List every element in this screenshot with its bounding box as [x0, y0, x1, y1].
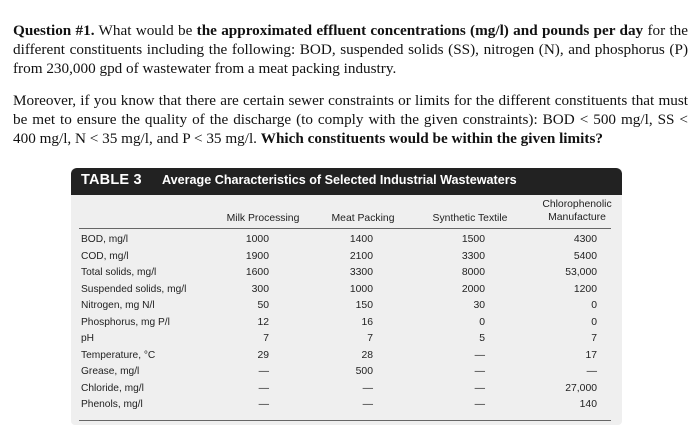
table-cell: 28 [361, 349, 373, 361]
table-cell: 7 [591, 333, 597, 344]
table-cell: — [474, 349, 485, 361]
table-cell: 4300 [573, 234, 597, 245]
row-label: Nitrogen, mg N/l [81, 300, 155, 311]
column-header-milk: Milk Processing [226, 213, 300, 224]
table-cell: — [258, 382, 269, 394]
question-paragraph-2 [13, 91, 688, 148]
row-label: pH [81, 333, 95, 344]
table-title: Average Characteristics of Selected Industrial Wastewaters [162, 173, 517, 187]
table-cell: 17 [585, 349, 597, 361]
column-header-chlorophenolic: Chlorophenolic Manufacture [542, 199, 612, 223]
question-paragraph-1 [13, 21, 688, 78]
constraints-text: Moreover, if you know that there are certain sewer constraints or limits for the different constituents that must be met to ensure the quality of the discharge (to comply with the given constraints): BOD < 500 mg/l, SS < 400 mg/l, N < 35 mg/l, and P < 35 mg/l. [13, 92, 688, 147]
table-cell: — [362, 382, 373, 394]
table-cell: 2100 [349, 250, 373, 262]
table-cell: — [258, 366, 269, 377]
row-label: COD, mg/l [81, 250, 129, 262]
column-header-textile: Synthetic Textile [432, 213, 508, 224]
table-cell: 27,000 [565, 382, 597, 394]
table-cell: 8000 [461, 267, 485, 278]
table-cell: 16 [361, 316, 373, 328]
question-bold-a: the approximated effluent concentrations (mg/l) and pounds per day [196, 22, 644, 39]
row-label: Temperature, °C [81, 349, 156, 361]
table-cell: 5 [479, 333, 485, 344]
table-cell: — [474, 399, 485, 410]
table-cell: 300 [251, 283, 269, 295]
table-cell: 1000 [349, 283, 373, 295]
question-text-b: for the different constituents including the following: BOD, suspended solids (SS), nitrogen (N), and phosphorus (P) from 230,000 gpd of wastewater from a meat packing industry. [13, 22, 689, 77]
table-cell: 0 [591, 316, 597, 328]
table-cell: 50 [257, 300, 269, 311]
row-label: BOD, mg/l [81, 234, 128, 245]
table-cell: 53,000 [565, 267, 597, 278]
table-cell: 30 [473, 300, 485, 311]
table-cell: 2000 [461, 283, 485, 295]
table-cell: 150 [355, 300, 373, 311]
table-title-bar [71, 168, 622, 195]
table-cell: 0 [479, 316, 485, 328]
table-cell: — [362, 399, 373, 410]
table-cell: 140 [579, 399, 597, 410]
table-cell: — [474, 366, 485, 377]
table-cell: 7 [367, 333, 373, 344]
table-cell: 1000 [245, 234, 269, 245]
wastewater-table [71, 168, 622, 425]
table-cell: 12 [257, 316, 269, 328]
row-label: Phosphorus, mg P/l [81, 316, 170, 328]
table-cell: 1500 [461, 234, 485, 245]
table-cell: 1400 [349, 234, 373, 245]
table-number: TABLE 3 [81, 172, 142, 188]
table-cell: 500 [355, 366, 373, 377]
question-label: Question #1. [13, 22, 95, 39]
table-cell: 7 [263, 333, 269, 344]
table-cell: 1200 [573, 283, 597, 295]
row-label: Chloride, mg/l [81, 382, 144, 394]
row-label: Phenols, mg/l [81, 399, 143, 410]
table-cell: 0 [591, 300, 597, 311]
constraints-question: Which constituents would be within the given limits? [260, 130, 603, 147]
row-label: Suspended solids, mg/l [81, 283, 187, 295]
header-rule [79, 228, 611, 229]
question-text-a: What would be [94, 22, 197, 39]
table-cell: — [586, 366, 597, 377]
bottom-rule [79, 420, 611, 421]
table-cell: 1600 [245, 267, 269, 278]
row-label: Total solids, mg/l [81, 267, 157, 278]
table-cell: 3300 [349, 267, 373, 278]
table-cell: 3300 [461, 250, 485, 262]
table-cell: 1900 [245, 250, 269, 262]
row-label: Grease, mg/l [81, 366, 140, 377]
table-cell: — [474, 382, 485, 394]
column-header-meat: Meat Packing [331, 213, 395, 224]
table-cell: — [258, 399, 269, 410]
table-cell: 5400 [573, 250, 597, 262]
table-cell: 29 [257, 349, 269, 361]
